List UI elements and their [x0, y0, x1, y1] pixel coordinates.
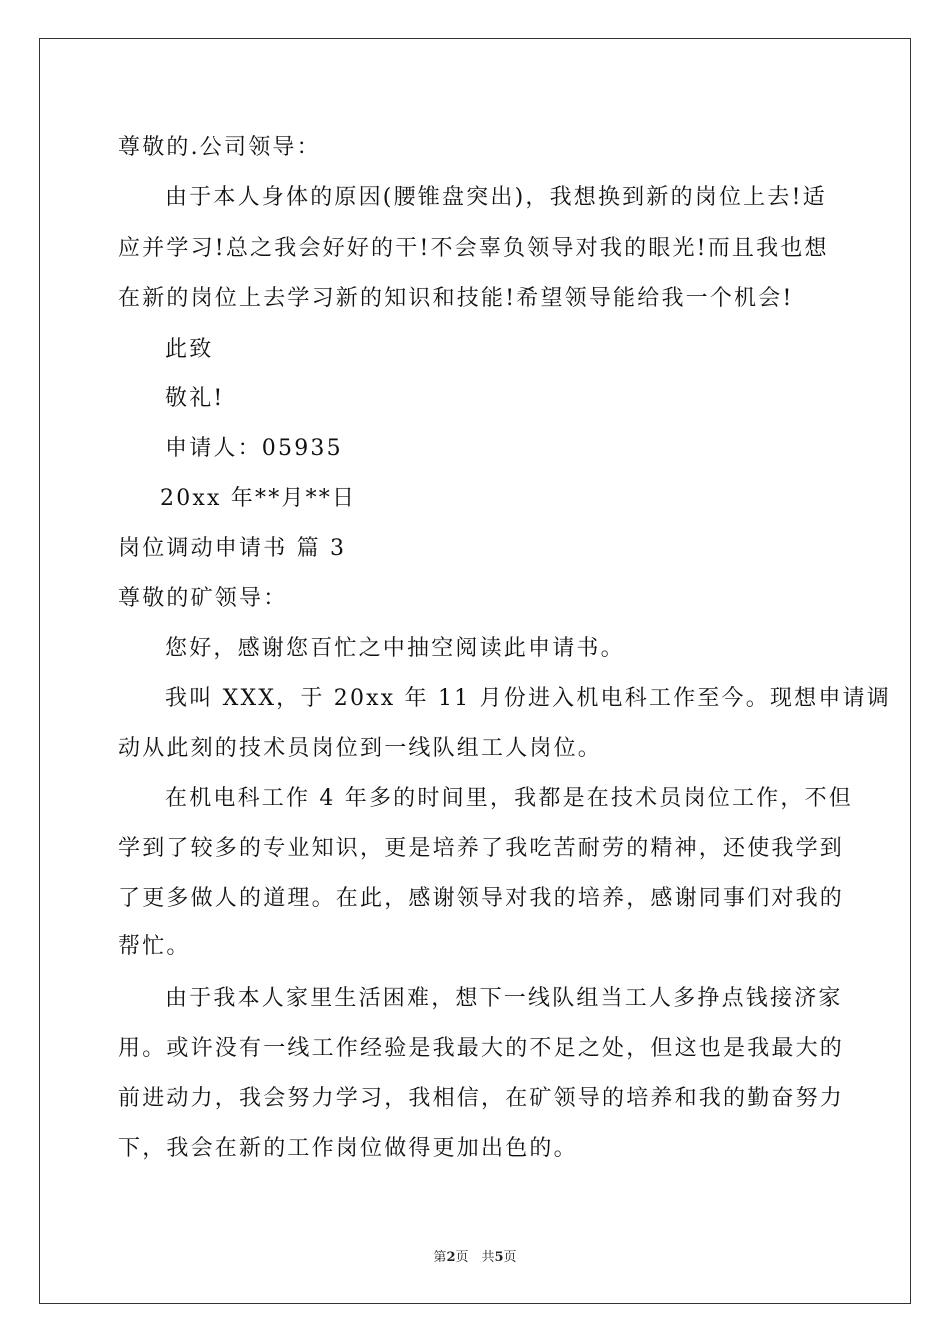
paragraph-line: 动从此刻的技术员岗位到一线队组工人岗位。 [118, 736, 603, 761]
section-title: 岗位调动申请书 篇 3 [118, 536, 347, 561]
paragraph-line: 由于本人身体的原因(腰锥盘突出)，我想换到新的岗位上去!适 [165, 185, 827, 210]
paragraph-line: 学到了较多的专业知识，更是培养了我吃苦耐劳的精神，还使我学到 [118, 836, 845, 861]
footer-suffix: 页 [503, 1250, 517, 1265]
salutation-line: 尊敬的矿领导： [118, 586, 288, 611]
paragraph-line: 用。或许没有一线工作经验是我最大的不足之处，但这也是我最大的 [118, 1036, 845, 1061]
paragraph-line: 在新的岗位上去学习新的知识和技能!希望领导能给我一个机会! [118, 286, 794, 311]
paragraph-line: 下，我会在新的工作岗位做得更加出色的。 [118, 1136, 578, 1161]
page-footer [0, 1246, 950, 1265]
footer-prefix: 第 [433, 1250, 447, 1265]
closing-line: 此致 [165, 337, 214, 362]
paragraph-line: 我叫 XXX，于 20xx 年 11 月份进入机电科工作至今。现想申请调 [165, 686, 891, 711]
paragraph-line: 前进动力，我会努力学习，我相信，在矿领导的培养和我的勤奋努力 [118, 1086, 845, 1111]
paragraph-line: 帮忙。 [118, 934, 191, 959]
current-page-number: 2 [446, 1250, 456, 1265]
total-pages-number: 5 [494, 1250, 504, 1265]
closing-line: 敬礼! [165, 386, 225, 411]
footer-mid: 页 共 [455, 1250, 495, 1265]
date-line: 20xx 年**月**日 [160, 486, 357, 511]
paragraph-line: 应并学习!总之我会好好的干!不会辜负领导对我的眼光!而且我也想 [118, 236, 829, 261]
salutation-line: 尊敬的.公司领导： [118, 135, 321, 160]
paragraph-line: 了更多做人的道理。在此，感谢领导对我的培养，感谢同事们对我的 [118, 886, 845, 911]
applicant-line: 申请人：05935 [165, 436, 343, 461]
page-border [39, 38, 911, 1304]
paragraph-line: 在机电科工作 4 年多的时间里，我都是在技术员岗位工作，不但 [165, 786, 853, 811]
paragraph-line: 您好，感谢您百忙之中抽空阅读此申请书。 [165, 636, 625, 661]
paragraph-line: 由于我本人家里生活困难，想下一线队组当工人多挣点钱接济家 [165, 986, 843, 1011]
